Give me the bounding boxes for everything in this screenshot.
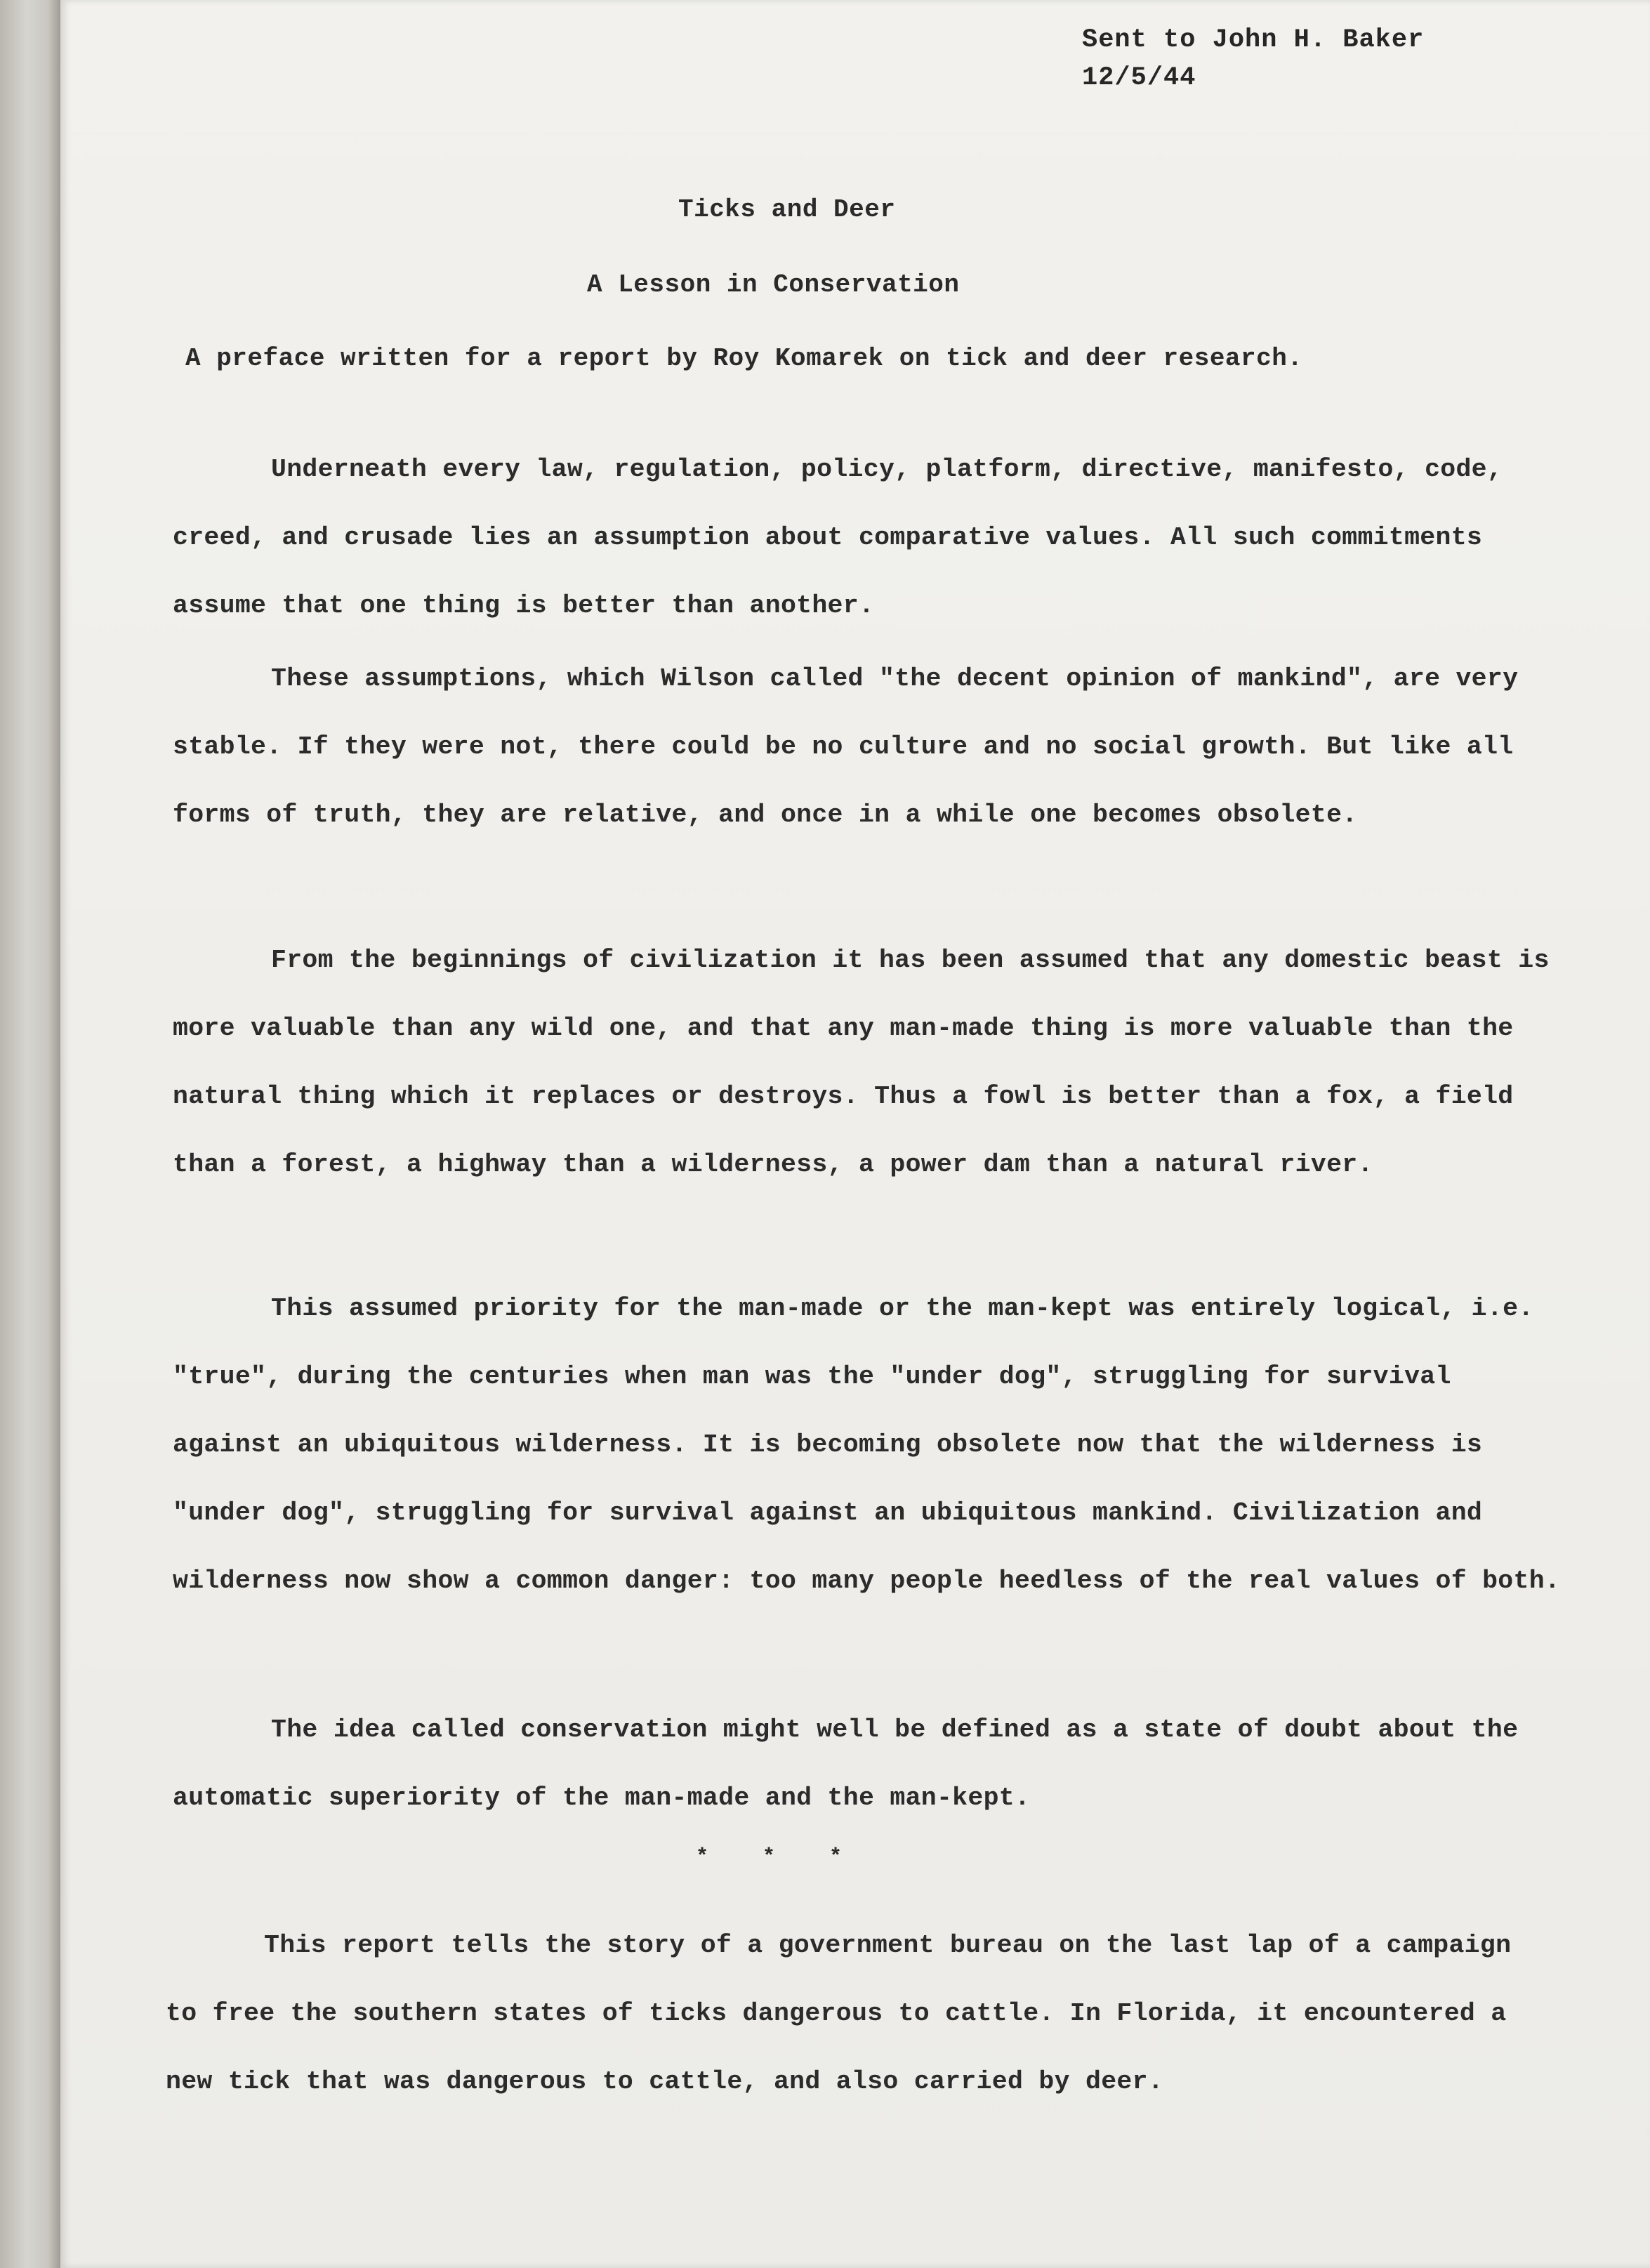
sent-to-note: Sent to John H. Baker <box>1082 25 1425 55</box>
preface-note: A preface written for a report by Roy Komarek on tick and deer research. <box>185 344 1303 373</box>
paragraph-text: This report tells the story of a government bureau on the last lap of a campaign to free the southern states of ticks dangerous to cattle. In Florida, it encountered a new tick that was dangerous to cattle, and also carried by deer. <box>166 1931 1512 2096</box>
page-subtitle: A Lesson in Conservation <box>587 270 960 299</box>
paragraph-text: Underneath every law, regulation, policy, platform, directive, manifesto, code, creed, and crusade lies an assumption about comparative values. All such commitments assume that one thing is better than another. <box>173 455 1503 620</box>
paragraph-4 <box>173 1274 1563 1615</box>
paragraph-6 <box>166 1911 1556 2116</box>
paragraph-text: This assumed priority for the man-made or the man-kept was entirely logical, i.e. "true", during the centuries when man was the "under dog", struggling for survival against an ubiquitous wilderness. It is becoming obsolete now that the wilderness is "under dog", struggling for survival against an ubiquitous mankind. Civilization and wilderness now show a common danger: too many people heedless of the real values of both. <box>173 1294 1561 1595</box>
paragraph-text: From the beginnings of civilization it has been assumed that any domestic beast is more valuable than any wild one, and that any man-made thing is more valuable than the natural thing which it replaces or destroys. Thus a fowl is better than a fox, a field than a forest, a highway than a wilderness, a power dam than a natural river. <box>173 946 1550 1179</box>
sent-date: 12/5/44 <box>1082 63 1196 93</box>
paragraph-5 <box>173 1696 1563 1832</box>
paragraph-2 <box>173 645 1563 849</box>
paragraph-1 <box>173 435 1563 640</box>
typewritten-page <box>60 0 1650 2268</box>
page-title: Ticks and Deer <box>678 195 896 224</box>
section-break: * * * <box>696 1845 844 1869</box>
paragraph-text: The idea called conservation might well be defined as a state of doubt about the automatic superiority of the man-made and the man-kept. <box>173 1715 1519 1812</box>
paragraph-3 <box>173 926 1563 1199</box>
binding-edge <box>0 0 60 2268</box>
paragraph-text: These assumptions, which Wilson called "the decent opinion of mankind", are very stable. If they were not, there could be no culture and no social growth. But like all forms of truth, they are relative, and once in a while one becomes obsolete. <box>173 664 1519 829</box>
